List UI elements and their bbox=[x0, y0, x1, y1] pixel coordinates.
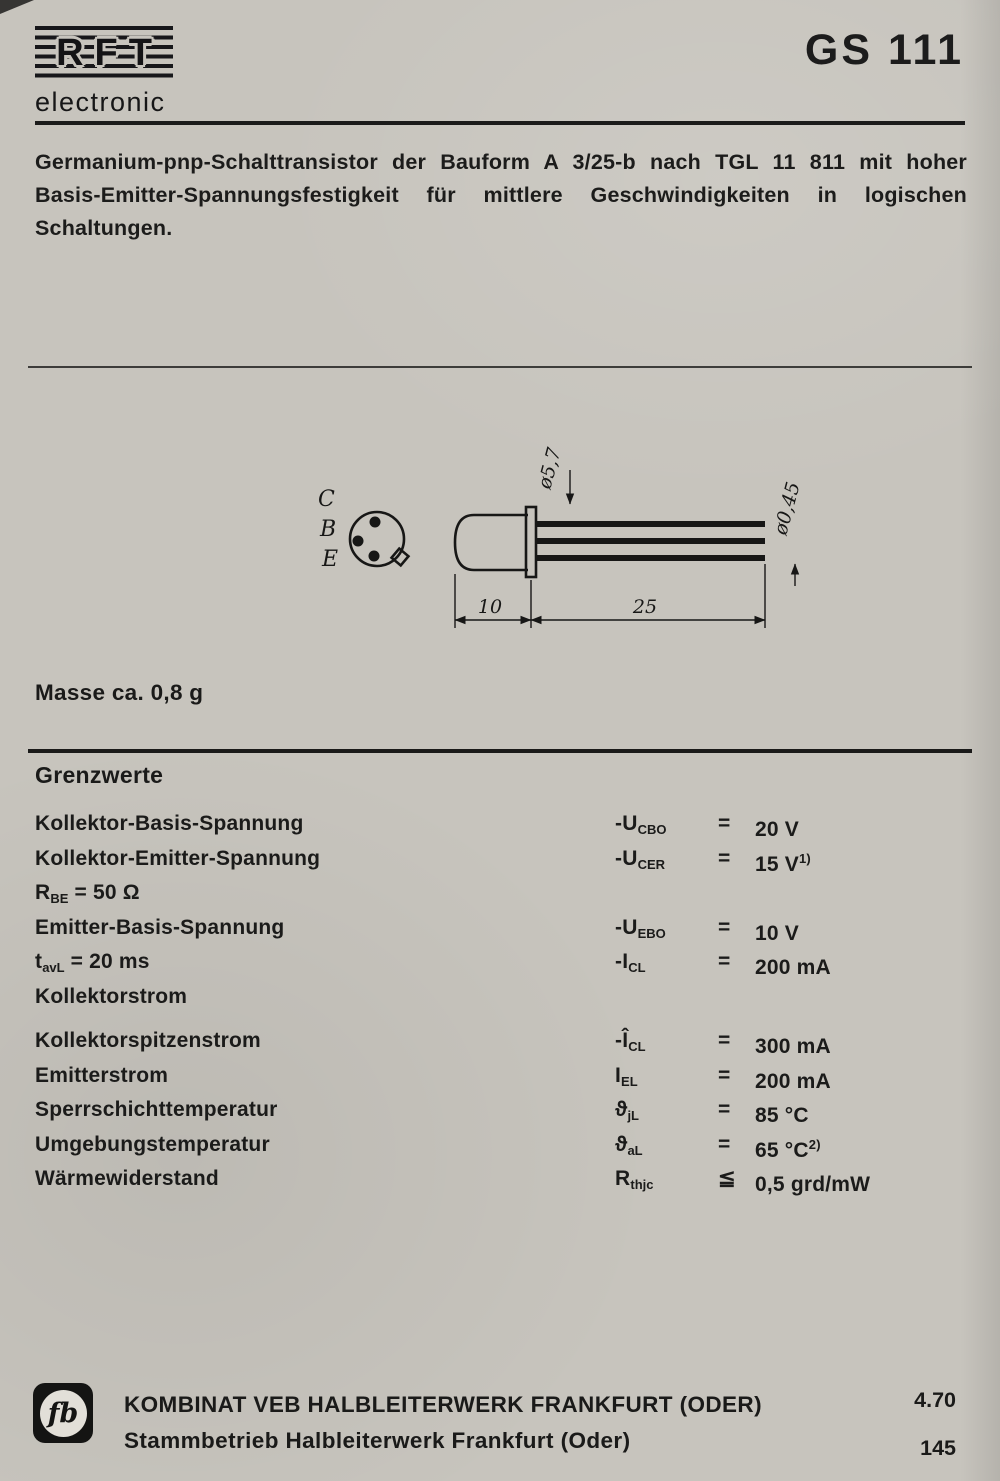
body-outline bbox=[455, 515, 528, 570]
scan-corner-artifact bbox=[0, 0, 34, 14]
limit-relation: = bbox=[718, 915, 731, 939]
limit-row-emitter-basis-spannung bbox=[35, 914, 967, 949]
limit-value: 15 $V^{1)}$ bbox=[755, 850, 811, 876]
limit-value: 10 V bbox=[755, 921, 799, 945]
limit-relation: = bbox=[718, 1098, 731, 1121]
limit-symbol: $I_{EL}$ bbox=[615, 1063, 638, 1089]
limit-relation: = bbox=[718, 1029, 731, 1052]
pin-label-e: E bbox=[322, 547, 339, 572]
pin-view bbox=[318, 487, 408, 572]
device-description: Germanium-pnp-Schalttransistor der Bauform A 3/25-b nach TGL 11 811 mit hoher Basis-Emitter-Spannungsfestigkeit für mittlere Geschwindigkeiten in logischen Schaltungen. bbox=[35, 150, 967, 240]
page-number: 145 bbox=[920, 1436, 956, 1460]
section-rule-upper bbox=[28, 366, 972, 368]
header-rule bbox=[35, 121, 965, 125]
limits-title: Grenzwerte bbox=[35, 762, 164, 788]
dim-body-diameter: ø5,7 bbox=[533, 445, 566, 492]
limit-symbol: $R_{thjc}$ bbox=[615, 1167, 654, 1192]
limit-label: Umgebungstemperatur bbox=[35, 1132, 270, 1156]
limit-symbol: $-I_{CL}$ bbox=[615, 950, 646, 975]
dim-lead-length: 25 bbox=[632, 596, 658, 618]
limit-symbol: $-Î_{CL}$ bbox=[615, 1029, 646, 1054]
rft-logo-letters: RFT bbox=[56, 32, 163, 74]
limit-row-kollektor-emitter-spannung bbox=[35, 845, 967, 880]
limit-value: 85 °C bbox=[755, 1104, 809, 1127]
rft-logo-subtitle: electronic bbox=[35, 87, 166, 117]
limit-relation bbox=[718, 983, 755, 1018]
limit-row-tavl-condition bbox=[35, 948, 967, 983]
limit-value bbox=[755, 983, 967, 1018]
pin-dot-b bbox=[353, 536, 364, 547]
company-plant: Stammbetrieb Halbleiterwerk Frankfurt (Oder) bbox=[124, 1428, 631, 1453]
limit-label: Sperrschichttemperatur bbox=[35, 1098, 278, 1121]
lead-middle bbox=[536, 538, 765, 544]
limit-label: Emitter-Basis-Spannung bbox=[35, 915, 285, 939]
limit-label: Emitterstrom bbox=[35, 1063, 169, 1087]
limit-symbol: $-U_{CER}$ bbox=[615, 846, 666, 872]
pin-dot-c bbox=[370, 517, 381, 528]
limit-label: Wärmewiderstand bbox=[35, 1167, 219, 1190]
limit-label: Kollektor-Basis-Spannung bbox=[35, 812, 304, 835]
limit-row-waermewiderstand bbox=[35, 1165, 967, 1200]
limit-row-kollektorstrom bbox=[35, 983, 967, 1018]
company-name: KOMBINAT VEB HALBLEITERWERK FRANKFURT (ODER) bbox=[124, 1392, 762, 1417]
limit-row-emitterstrom bbox=[35, 1062, 967, 1097]
limit-symbol bbox=[615, 879, 718, 914]
limit-relation: = bbox=[718, 950, 731, 973]
limit-value: 65 $^\circ C^{2)}$ bbox=[755, 1136, 821, 1162]
limit-label: $t_{avL} = 20$ ms bbox=[35, 950, 150, 975]
limit-relation bbox=[718, 879, 755, 914]
limit-label: Kollektorstrom bbox=[35, 984, 188, 1008]
package-drawing-svg bbox=[0, 438, 1000, 656]
limit-relation: = bbox=[718, 846, 731, 870]
limit-symbol: $-U_{CBO}$ bbox=[615, 812, 667, 837]
section-rule-limits bbox=[28, 749, 972, 753]
lead-bottom bbox=[536, 555, 765, 561]
limits-section bbox=[35, 762, 967, 1200]
manufacturer-logo-monogram: fb bbox=[40, 1390, 87, 1437]
limit-row-kollektor-basis-spannung bbox=[35, 810, 967, 845]
limit-label: Kollektor-Emitter-Spannung bbox=[35, 846, 321, 870]
lead-top bbox=[536, 521, 765, 527]
limit-symbol: $ϑ_{jL}$ bbox=[615, 1098, 639, 1123]
rft-logo-box bbox=[35, 26, 173, 80]
limit-relation: ≦ bbox=[718, 1167, 736, 1190]
limit-value bbox=[755, 879, 967, 914]
limit-symbol: $ϑ_{aL}$ bbox=[615, 1132, 643, 1158]
limit-row-rbe-condition bbox=[35, 879, 967, 914]
limit-relation: = bbox=[718, 1132, 731, 1156]
limit-label: $R_{BE} = 50$ Ω bbox=[35, 881, 140, 906]
dim-body-length: 10 bbox=[477, 596, 503, 618]
pin-label-b: B bbox=[320, 517, 337, 542]
mass-note: Masse ca. 0,8 g bbox=[35, 680, 204, 705]
limit-relation: = bbox=[718, 812, 731, 835]
limit-value: 20 V bbox=[755, 818, 799, 841]
pin-dot-e bbox=[369, 551, 380, 562]
rft-logo bbox=[35, 26, 173, 118]
limit-row-sperrschichttemperatur bbox=[35, 1096, 967, 1131]
manufacturer-logo bbox=[33, 1383, 93, 1443]
limit-value: 0,5 grd/mW bbox=[755, 1173, 871, 1196]
dimensions bbox=[455, 444, 805, 628]
limit-symbol bbox=[615, 983, 718, 1018]
pin-label-c: C bbox=[318, 487, 335, 512]
limit-value: 200 mA bbox=[755, 956, 831, 979]
limit-label: Kollektorspitzenstrom bbox=[35, 1029, 261, 1052]
flange bbox=[526, 507, 536, 577]
limit-row-kollektorspitzenstrom bbox=[35, 1027, 967, 1062]
edition-date: 4.70 bbox=[914, 1388, 956, 1412]
limit-value: 300 mA bbox=[755, 1035, 831, 1058]
limit-symbol: $-U_{EBO}$ bbox=[615, 915, 666, 941]
limit-value: 200 mA bbox=[755, 1069, 831, 1093]
company-block bbox=[124, 1392, 762, 1454]
side-view bbox=[455, 507, 765, 577]
limit-row-umgebungstemperatur bbox=[35, 1131, 967, 1166]
limit-relation: = bbox=[718, 1063, 731, 1087]
dim-lead-diameter: ø0,45 bbox=[769, 479, 805, 538]
package-drawing bbox=[0, 438, 1000, 656]
part-number: GS 111 bbox=[804, 26, 964, 74]
